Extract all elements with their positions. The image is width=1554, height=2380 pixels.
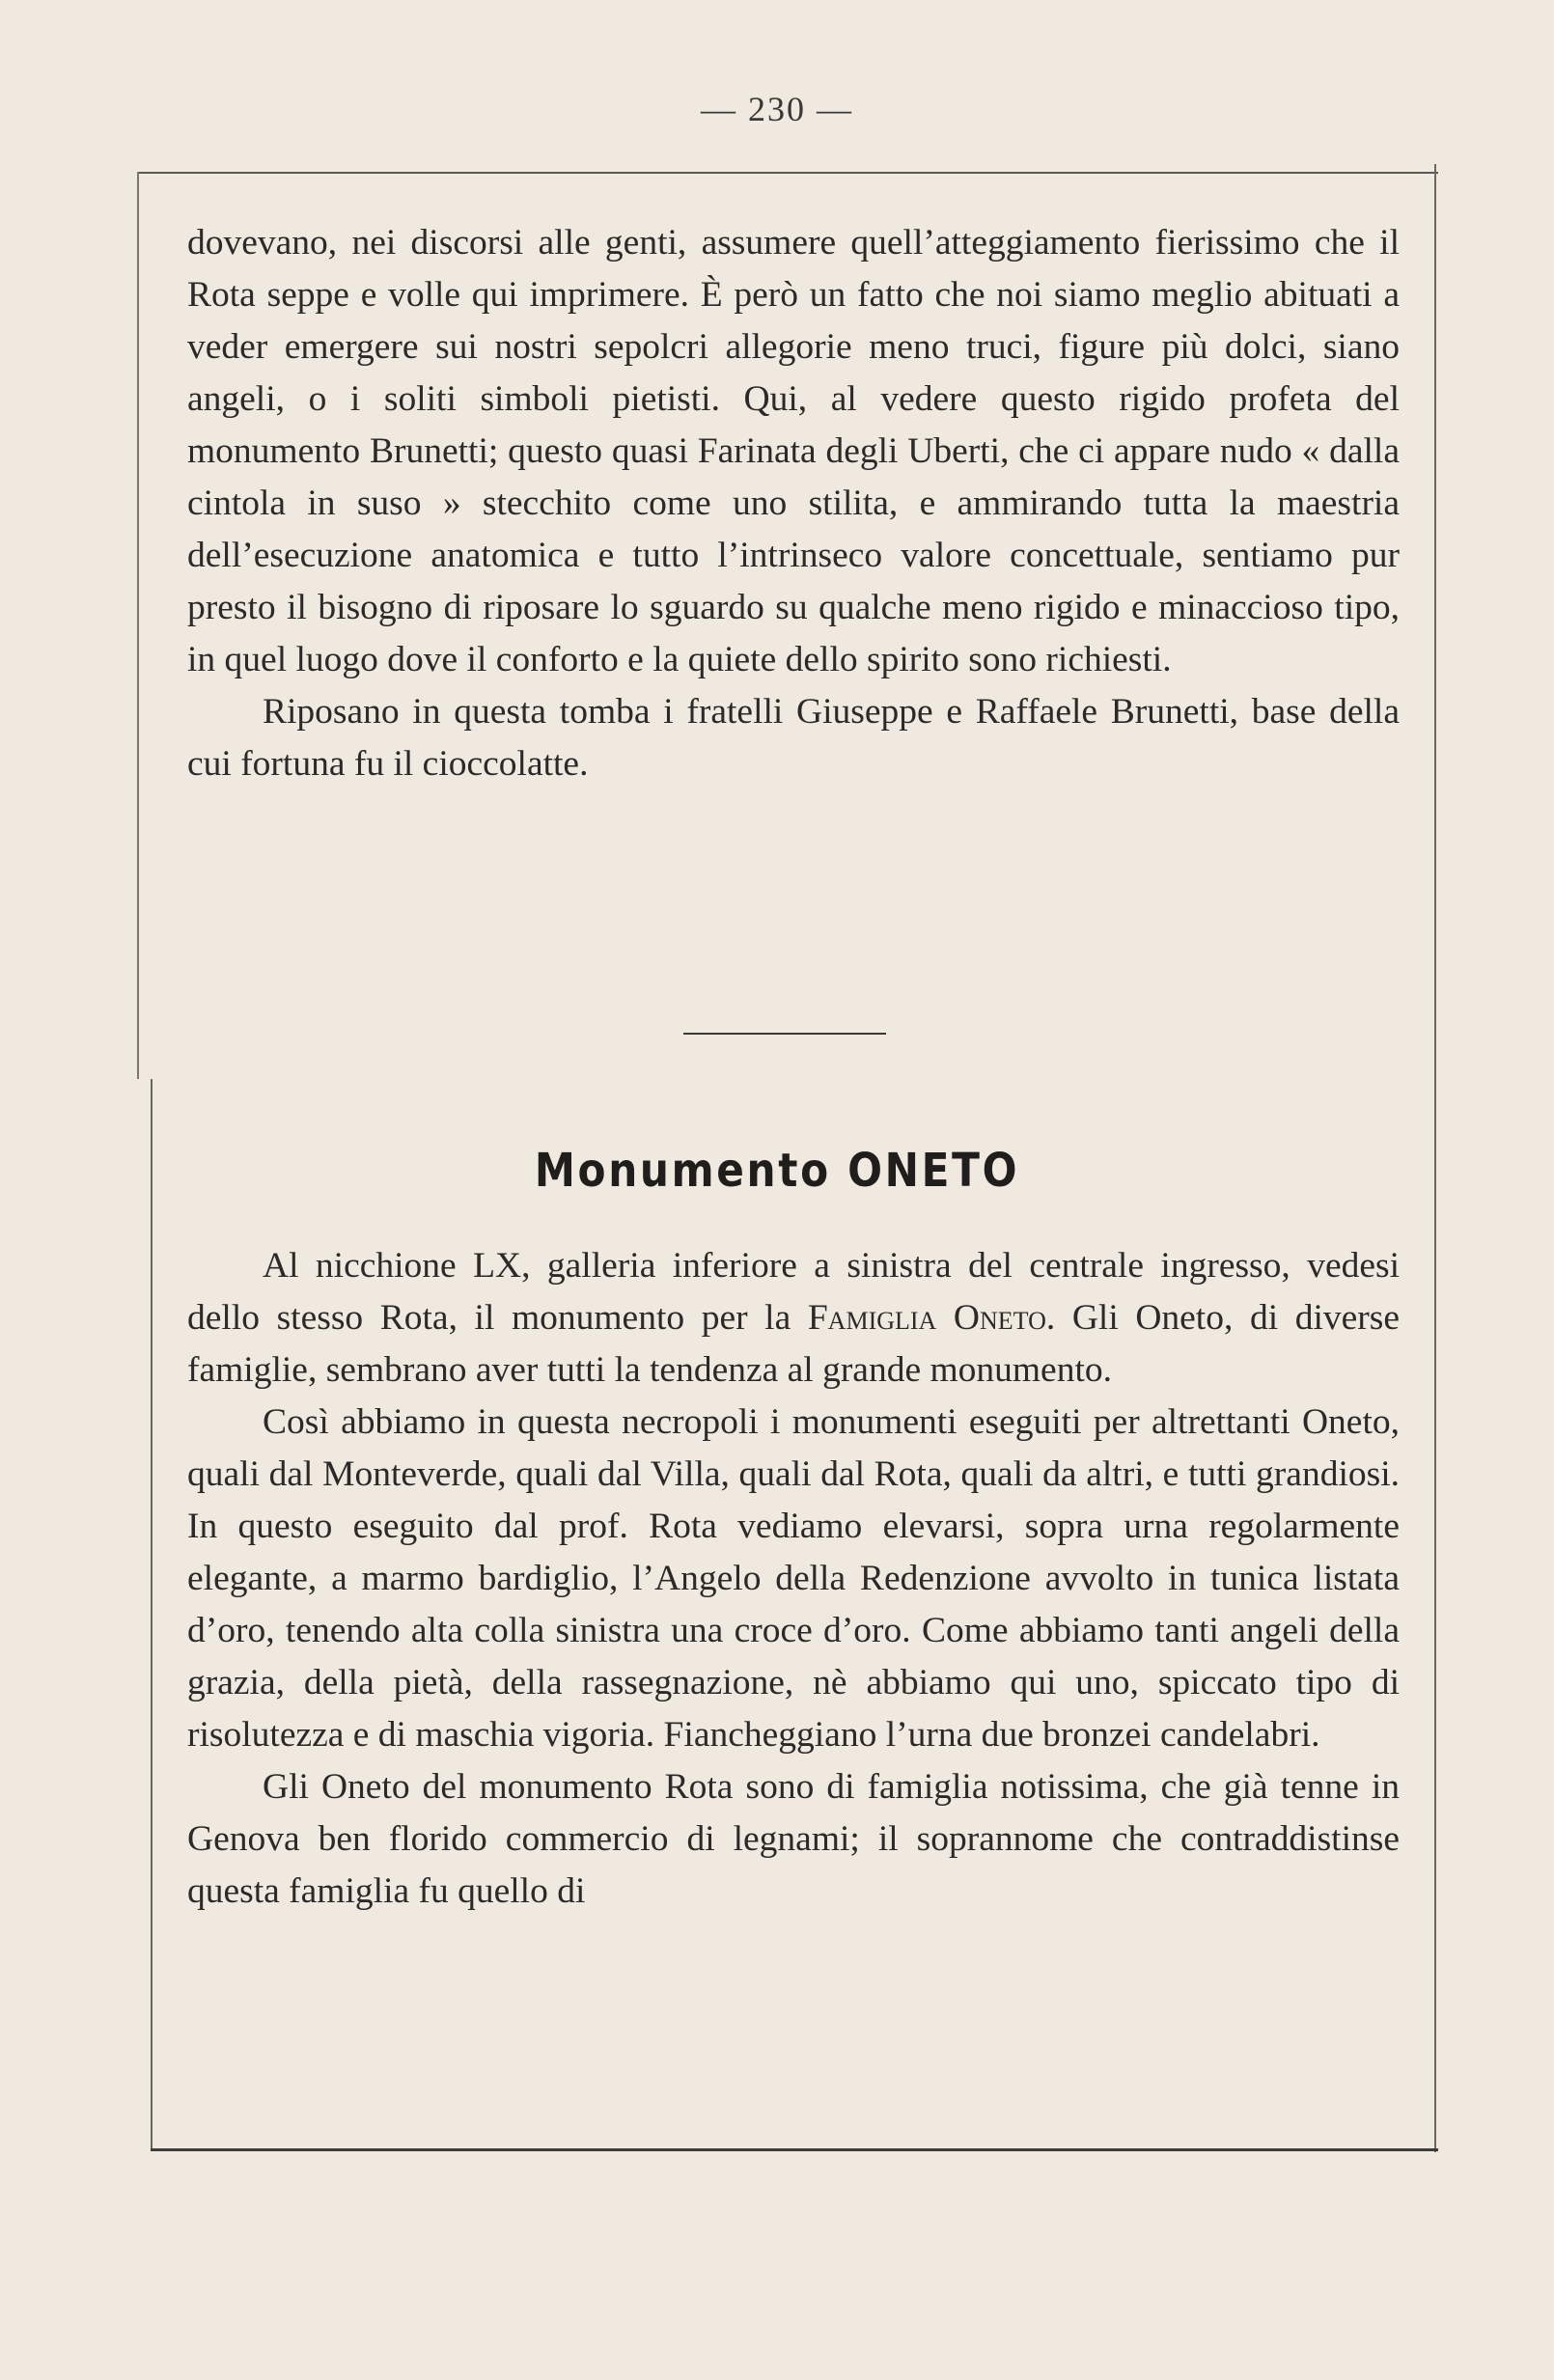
- paragraph-continuation: dovevano, nei discorsi alle genti, assumere quell’atteggiamento fierissimo che il Rota seppe e volle qui imprimere. È però un fatto che noi siamo meglio abituati a veder emergere sui nostri sepolcri allegorie meno truci, figure più dolci, siano angeli, o i soliti simboli pietisti. Qui, al vedere questo rigido profeta del monumento Brunetti; questo quasi Farinata degli Uberti, che ci appare nudo « dalla cintola in suso » stecchito come uno stilita, e ammirando tutta la maestria dell’esecuzione anatomica e tutto l’intrinseco valore concettuale, sentiamo pur presto il bisogno di riposare lo sguardo su qualche meno rigido e minaccioso tipo, in quel luogo dove il conforto e la quiete dello spirito sono richiesti.: [187, 223, 1400, 679]
- paragraph-brunetti: Riposano in questa tomba i fratelli Giuseppe e Raffaele Brunetti, base della cui fortuna fu il cioccolatte.: [187, 692, 1400, 784]
- top-rule: [137, 172, 1438, 174]
- left-border-line-upper: [137, 172, 139, 1079]
- family-name-smallcaps: Famiglia Oneto: [807, 1298, 1046, 1338]
- text-block-lower: [187, 1240, 1400, 1918]
- paragraph-necropoli: Così abbiamo in questa necropoli i monumenti eseguiti per altrettanti Oneto, quali dal Monteverde, quali dal Villa, quali dal Rota, quali da altri, e tutti grandiosi. In questo eseguito dal prof. Rota vediamo elevarsi, sopra urna regolarmente elegante, a marmo bardiglio, l’Angelo della Redenzione avvolto in tunica listata d’oro, tenendo alta colla sinistra una croce d’oro. Come abbiamo tanti angeli della grazia, della pietà, della rassegnazione, nè abbiamo qui uno, spiccato tipo di risolutezza e di maschia vigoria. Fiancheggiano l’urna due bronzei candelabri.: [187, 1402, 1400, 1755]
- bottom-rule: [151, 2148, 1438, 2151]
- paragraph-text: . Gli Oneto, di diverse famiglie, sembrano aver tutti la tendenza al grande monumento.: [187, 1298, 1400, 1390]
- text-block-upper: [187, 217, 1400, 790]
- paragraph-oneto-family: Gli Oneto del monumento Rota sono di famiglia notissima, che già tenne in Genova ben florido commercio di legnami; il soprannome che contraddistinse questa famiglia fu quello di: [187, 1767, 1400, 1911]
- page-number: — 230 —: [701, 90, 853, 128]
- paragraph-nicchione: [187, 1240, 1400, 1397]
- paragraph-text: Al nicchione LX, galleria inferiore a sinistra del centrale ingresso, vedesi dello stesso Rota, il monumento per la: [187, 1246, 1400, 1338]
- section-divider: [683, 1033, 886, 1035]
- left-border-line-lower: [151, 1079, 153, 2150]
- section-title: Monumento ONETO: [534, 1144, 1020, 1198]
